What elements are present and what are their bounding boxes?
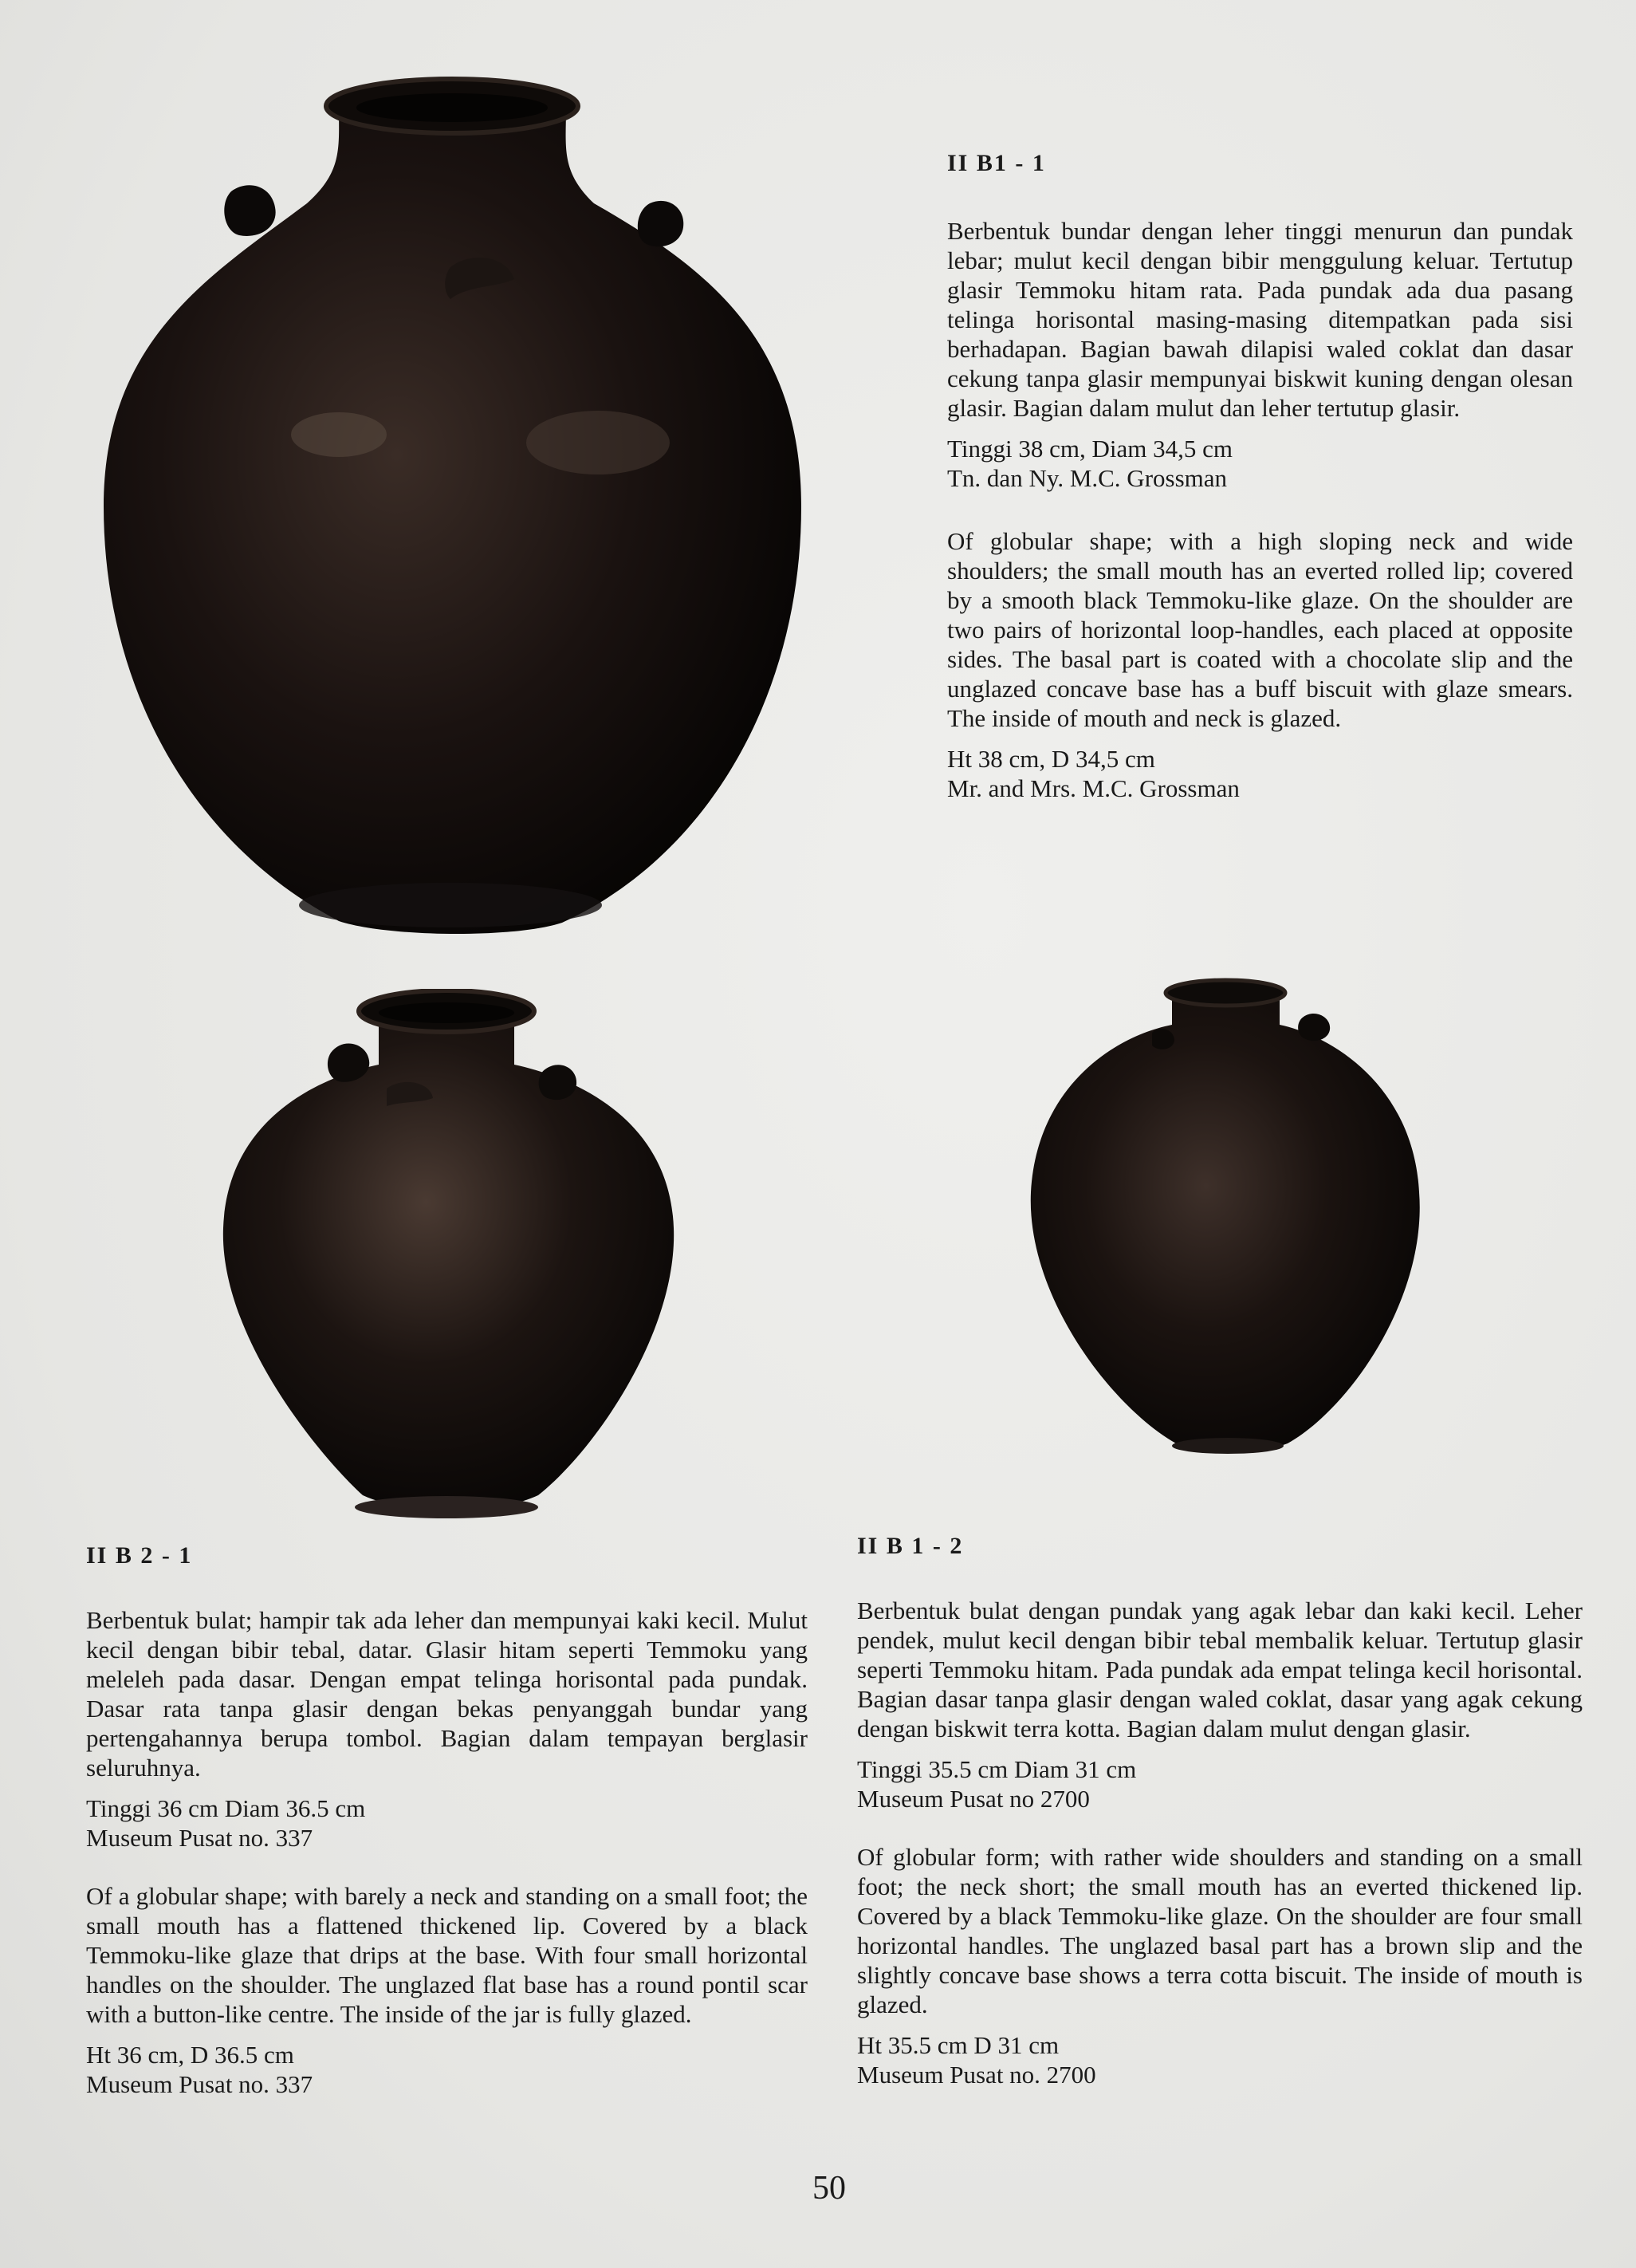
catalog-code: II B 1 - 2	[857, 1533, 964, 1559]
entry-ii-b2-1	[86, 1541, 808, 2099]
dimensions-indonesian: Tinggi 35.5 cm Diam 31 cm	[857, 1755, 1137, 1783]
dimensions-indonesian: Tinggi 36 cm Diam 36.5 cm	[86, 1794, 366, 1822]
owner-english: Museum Pusat no. 2700	[857, 2061, 1096, 2089]
entry-ii-b1-2	[857, 1531, 1583, 2089]
jar-photo-ii-b2-1	[219, 989, 678, 1519]
dimensions-english: Ht 38 cm, D 34,5 cm	[947, 745, 1155, 773]
jar-photo-ii-b1-2	[1024, 977, 1427, 1455]
dimensions-english: Ht 36 cm, D 36.5 cm	[86, 2041, 294, 2069]
jar-image	[219, 989, 678, 1519]
description-english: Of globular form; with rather wide shoulders and standing on a small foot; the neck short; the small mouth has an everted thickened lip. Covered by a black Temmoku-like glaze. On the shoulder are four small horizontal handles. The unglazed basal part has a brown slip and the slightly concave base shows a terra cotta biscuit. The inside of mouth is glazed.	[857, 1843, 1583, 2018]
catalog-code: II B1 - 1	[947, 150, 1046, 176]
meta-english	[857, 2030, 1583, 2089]
description-indonesian: Berbentuk bulat; hampir tak ada leher dan mempunyai kaki kecil. Mulut kecil dengan bibir tebal, datar. Glasir hitam seperti Temmoku yang meleleh pada dasar. Dengan empat telinga horisontal pada pundak. Dasar rata tanpa glasir dengan bekas penyanggah bundar yang pertengahannya berupa tombol. Bagian dalam tempayan berglasir seluruhnya.	[86, 1606, 808, 1782]
description-english: Of globular shape; with a high sloping neck and wide shoulders; the small mouth has an everted rolled lip; covered by a smooth black Temmoku-like glaze. On the shoulder are two pairs of horizontal loop-handles, each placed at opposite sides. The basal part is coated with a chocolate slip and the unglazed concave base has a buff biscuit with glaze smears. The inside of mouth and neck is glazed.	[947, 527, 1573, 732]
owner-indonesian: Museum Pusat no. 337	[86, 1824, 313, 1852]
meta-english	[947, 744, 1573, 803]
jar-image	[100, 76, 805, 941]
dimensions-english: Ht 35.5 cm D 31 cm	[857, 2031, 1060, 2059]
entry-ii-b1-1	[947, 148, 1573, 803]
meta-indonesian	[857, 1754, 1583, 1813]
description-indonesian: Berbentuk bulat dengan pundak yang agak lebar dan kaki kecil. Leher pendek, mulut kecil dengan bibir tebal membalik keluar. Tertutup glasir seperti Temmoku hitam. Pada pundak ada empat telinga kecil horisontal. Bagian dasar tanpa glasir dengan waled coklat, dasar yang agak cekung dengan biskwit terra kotta. Bagian dalam mulut dengan glasir.	[857, 1597, 1583, 1742]
owner-english: Museum Pusat no. 337	[86, 2070, 313, 2098]
meta-indonesian	[86, 1794, 808, 1853]
description-english: Of a globular shape; with barely a neck and standing on a small foot; the small mouth has a flattened thickened lip. Covered by a black Temmoku-like glaze that drips at the base. With four small horizontal handles on the shoulder. The unglazed flat base has a round pontil scar with a button-like centre. The inside of the jar is fully glazed.	[86, 1882, 808, 2028]
owner-english: Mr. and Mrs. M.C. Grossman	[947, 774, 1240, 802]
meta-english	[86, 2040, 808, 2099]
jar-image	[1024, 977, 1427, 1455]
meta-indonesian	[947, 434, 1573, 493]
owner-indonesian: Museum Pusat no 2700	[857, 1785, 1090, 1813]
description-indonesian: Berbentuk bundar dengan leher tinggi menurun dan pundak lebar; mulut kecil dengan bibir menggulung keluar. Tertutup glasir Temmoku hitam rata. Pada pundak ada dua pasang telinga horisontal masing-masing ditempatkan pada sisi berhadapan. Bagian bawah dilapisi waled coklat dan dasar cekung tanpa glasir mempunyai biskwit kuning dengan olesan glasir. Bagian dalam mulut dan leher tertutup glasir.	[947, 217, 1573, 422]
dimensions-indonesian: Tinggi 38 cm, Diam 34,5 cm	[947, 435, 1233, 463]
owner-indonesian: Tn. dan Ny. M.C. Grossman	[947, 464, 1228, 492]
catalog-code: II B 2 - 1	[86, 1542, 193, 1569]
jar-photo-ii-b1-1	[100, 76, 805, 941]
page-number: 50	[812, 2170, 846, 2207]
